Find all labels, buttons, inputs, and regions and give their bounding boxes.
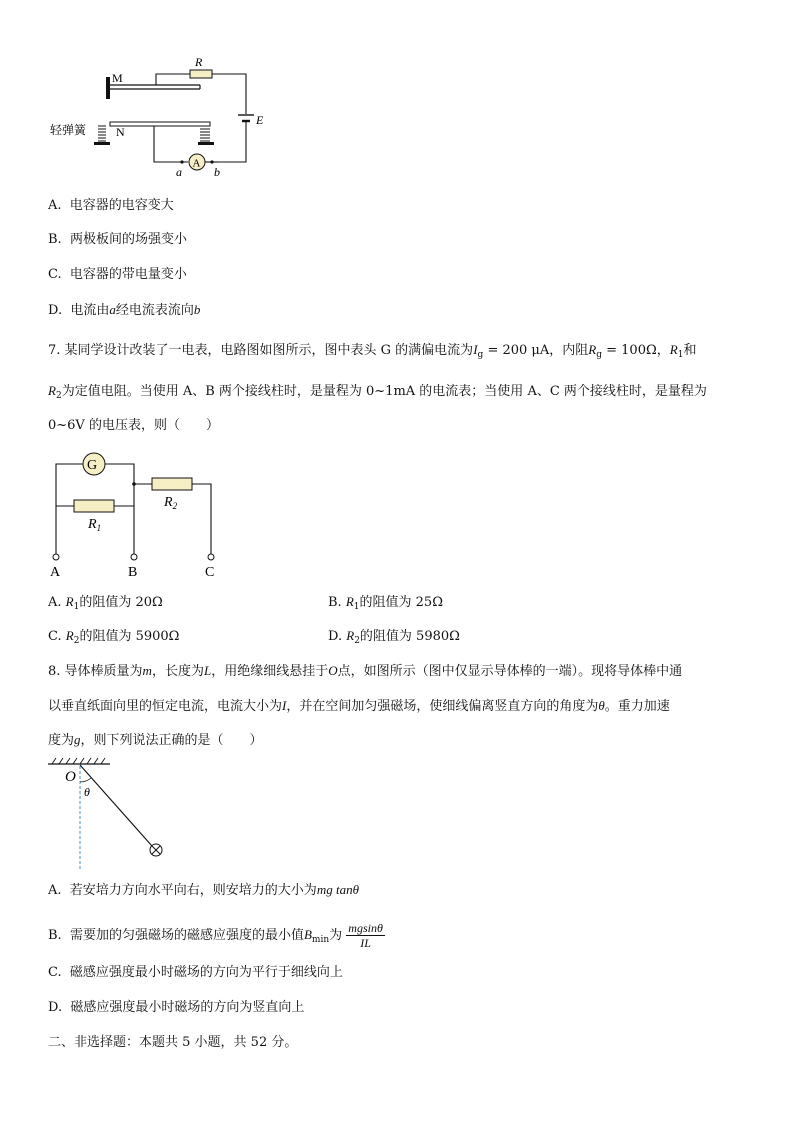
galvanometer-label: G xyxy=(87,458,98,473)
q6-option-d[interactable]: D. 电流由a经电流表流向b xyxy=(48,302,201,318)
q8-option-d[interactable]: D. 磁感应强度最小时磁场的方向为竖直向上 xyxy=(48,1000,305,1015)
spring-right xyxy=(200,126,210,141)
label-b: b xyxy=(214,165,220,179)
terminal-a: A xyxy=(50,565,61,580)
terminal-b: B xyxy=(128,565,138,580)
q7-stem-line1: 7. 某同学设计改装了一电表，电路图如图所示，图中表头 G 的满偏电流为$I_g = 200$ μA，内阻$R_g = 100\Omega$，$R_1$和 xyxy=(48,342,697,360)
label-r2: $R_2$ xyxy=(164,495,178,511)
q6-option-c[interactable]: C. 电容器的带电量变小 xyxy=(48,267,187,282)
label-e: E xyxy=(256,113,264,127)
q8-option-c[interactable]: C. 磁感应强度最小时磁场的方向为平行于细线向上 xyxy=(48,965,343,980)
pendulum-figure xyxy=(40,756,190,876)
q6-option-b[interactable]: B. 两极板间的场强变小 xyxy=(48,232,187,247)
q7-stem-line2: $R_2$为定值电阻。当使用 A、B 两个接线柱时，是量程为 0~1mA 的电流表；当使用 A、C 两个接线柱时，是量程为 xyxy=(48,383,707,401)
meter-circuit-figure xyxy=(40,446,240,586)
resistor-r1 xyxy=(74,500,114,512)
capacitor-circuit-figure xyxy=(40,52,340,182)
q8-stem-line3: 度为g，则下列说法正确的是（ ） xyxy=(48,732,263,748)
resistor-r2 xyxy=(152,478,192,490)
plate-n xyxy=(110,122,210,126)
q7-option-c[interactable]: C. $R_2$的阻值为 5900Ω xyxy=(48,628,180,646)
plate-m-mount xyxy=(106,77,110,99)
spring-left xyxy=(98,126,106,141)
fraction-mgsin-over-il: $\frac{mgsin\theta}{IL}$ xyxy=(348,921,383,950)
q7-option-a[interactable]: A. $R_1$的阻值为 20Ω xyxy=(48,594,163,612)
thread xyxy=(80,765,152,846)
q6-option-a[interactable]: A. 电容器的电容变大 xyxy=(48,198,174,213)
label-a: a xyxy=(176,165,182,179)
label-m: M xyxy=(112,71,123,85)
q8-option-a[interactable]: A. 若安培力方向水平向右，则安培力的大小为mg tanθ xyxy=(48,882,359,898)
label-theta: θ xyxy=(84,785,90,799)
q7-option-d[interactable]: D. $R_2$的阻值为 5980Ω xyxy=(328,628,460,646)
q8-option-b[interactable]: B. 需要加的匀强磁场的磁感应强度的最小值$B_{min}$为 $\frac{mgsin\theta}{IL}$ xyxy=(48,921,383,950)
label-o: O xyxy=(65,769,76,785)
label-r1: $R_1$ xyxy=(88,517,102,533)
section-heading-non-choice: 二、非选择题：本题共 5 小题，共 52 分。 xyxy=(48,1035,298,1050)
q8-stem-line1: 8. 导体棒质量为m，长度为L，用绝缘细线悬挂于O点，如图所示（图中仅显示导体棒的一端）。现将导体棒中通 xyxy=(48,663,683,679)
label-spring: 轻弹簧 xyxy=(50,123,87,137)
ammeter-label: A xyxy=(192,157,201,170)
terminal-c: C xyxy=(205,565,215,580)
label-n: N xyxy=(116,125,125,139)
label-r: R xyxy=(195,55,203,69)
q8-stem-line2: 以垂直纸面向里的恒定电流，电流大小为I，并在空间加匀强磁场，使细线偏离竖直方向的角度为θ。重力加速 xyxy=(48,698,670,714)
resistor-r xyxy=(190,70,212,78)
q7-option-b[interactable]: B. $R_1$的阻值为 25Ω xyxy=(328,594,443,612)
q7-stem-line3: 0~6V 的电压表，则（ ） xyxy=(48,418,219,433)
